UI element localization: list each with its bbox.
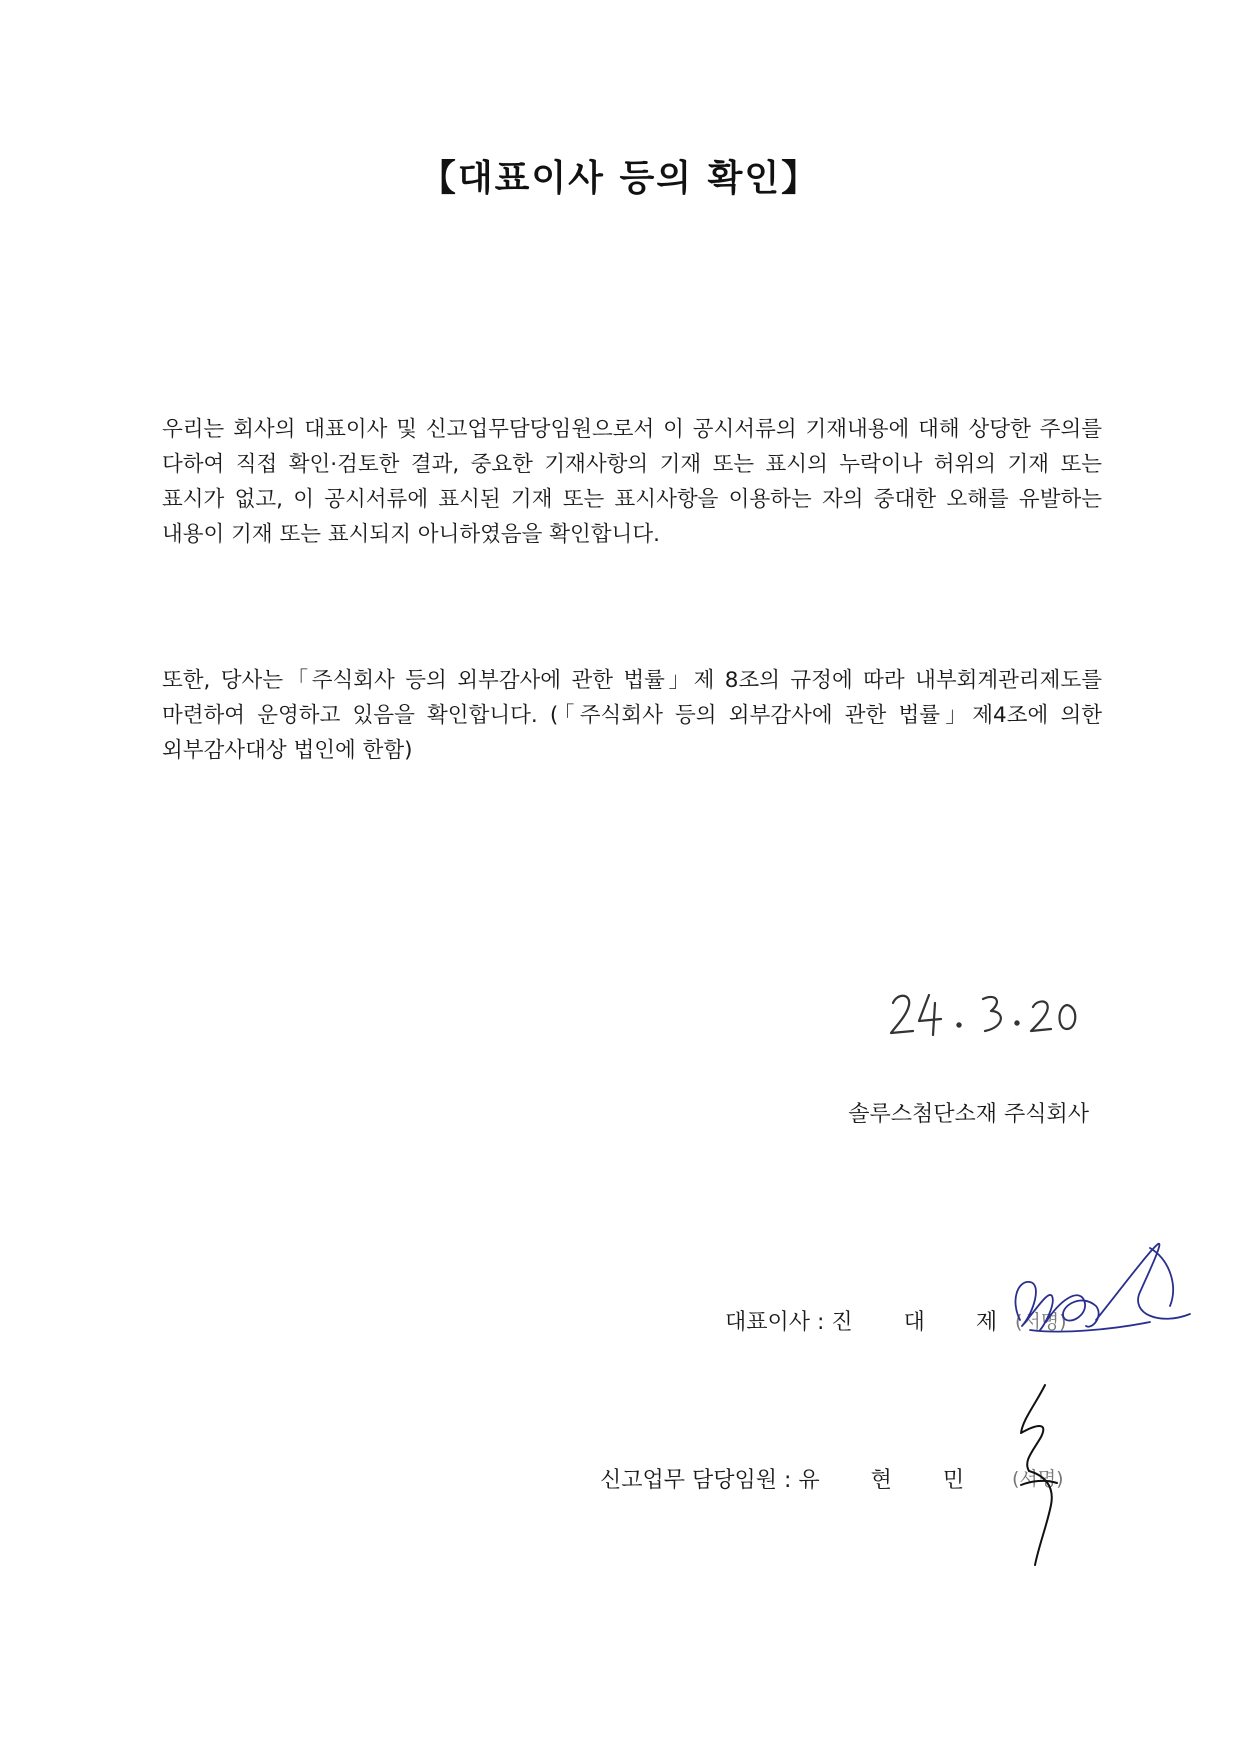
ceo-signature-line (725, 1305, 1019, 1336)
officer-signature (1005, 1375, 1085, 1575)
ceo-signature (1000, 1230, 1200, 1360)
officer-role-label: 신고업무 담당임원 : (600, 1468, 799, 1493)
handwritten-date (885, 985, 1085, 1045)
ceo-seal-label: (서명) (1015, 1311, 1067, 1333)
ceo-name: 진 대 제 (831, 1310, 1020, 1335)
document-title: 【대표이사 등의 확인】 (419, 158, 820, 199)
officer-name: 유 현 민 (798, 1468, 987, 1493)
disclosure-officer-signature-line (600, 1463, 986, 1494)
confirmation-paragraph: 우리는 회사의 대표이사 및 신고업무담당임원으로서 이 공시서류의 기재내용에 대해 상당한 주의를 다하여 직접 확인·검토한 결과, 중요한 기재사항의 기재 또는 표시의 누락이나 허위의 기재 또는 표시가 없고, 이 공시서류에 표시된 기재 또는 표시사항을 이용하는 자의 중대한 오해를 유발하는 내용이 기재 또는 표시되지 아니하였음을 확인합니다. (162, 417, 1102, 547)
internal-control-paragraph: 또한, 당사는「주식회사 등의 외부감사에 관한 법률」제 8조의 규정에 따라 내부회계관리제도를 마련하여 운영하고 있음을 확인합니다. (「주식회사 등의 외부감사에 관한 법률」제4조에 의한 외부감사대상 법인에 한함) (162, 668, 1102, 763)
officer-seal-label: (서명) (1012, 1468, 1064, 1490)
ceo-role-label: 대표이사 : (725, 1310, 832, 1335)
company-name: 솔루스첨단소재 주식회사 (848, 1102, 1089, 1127)
